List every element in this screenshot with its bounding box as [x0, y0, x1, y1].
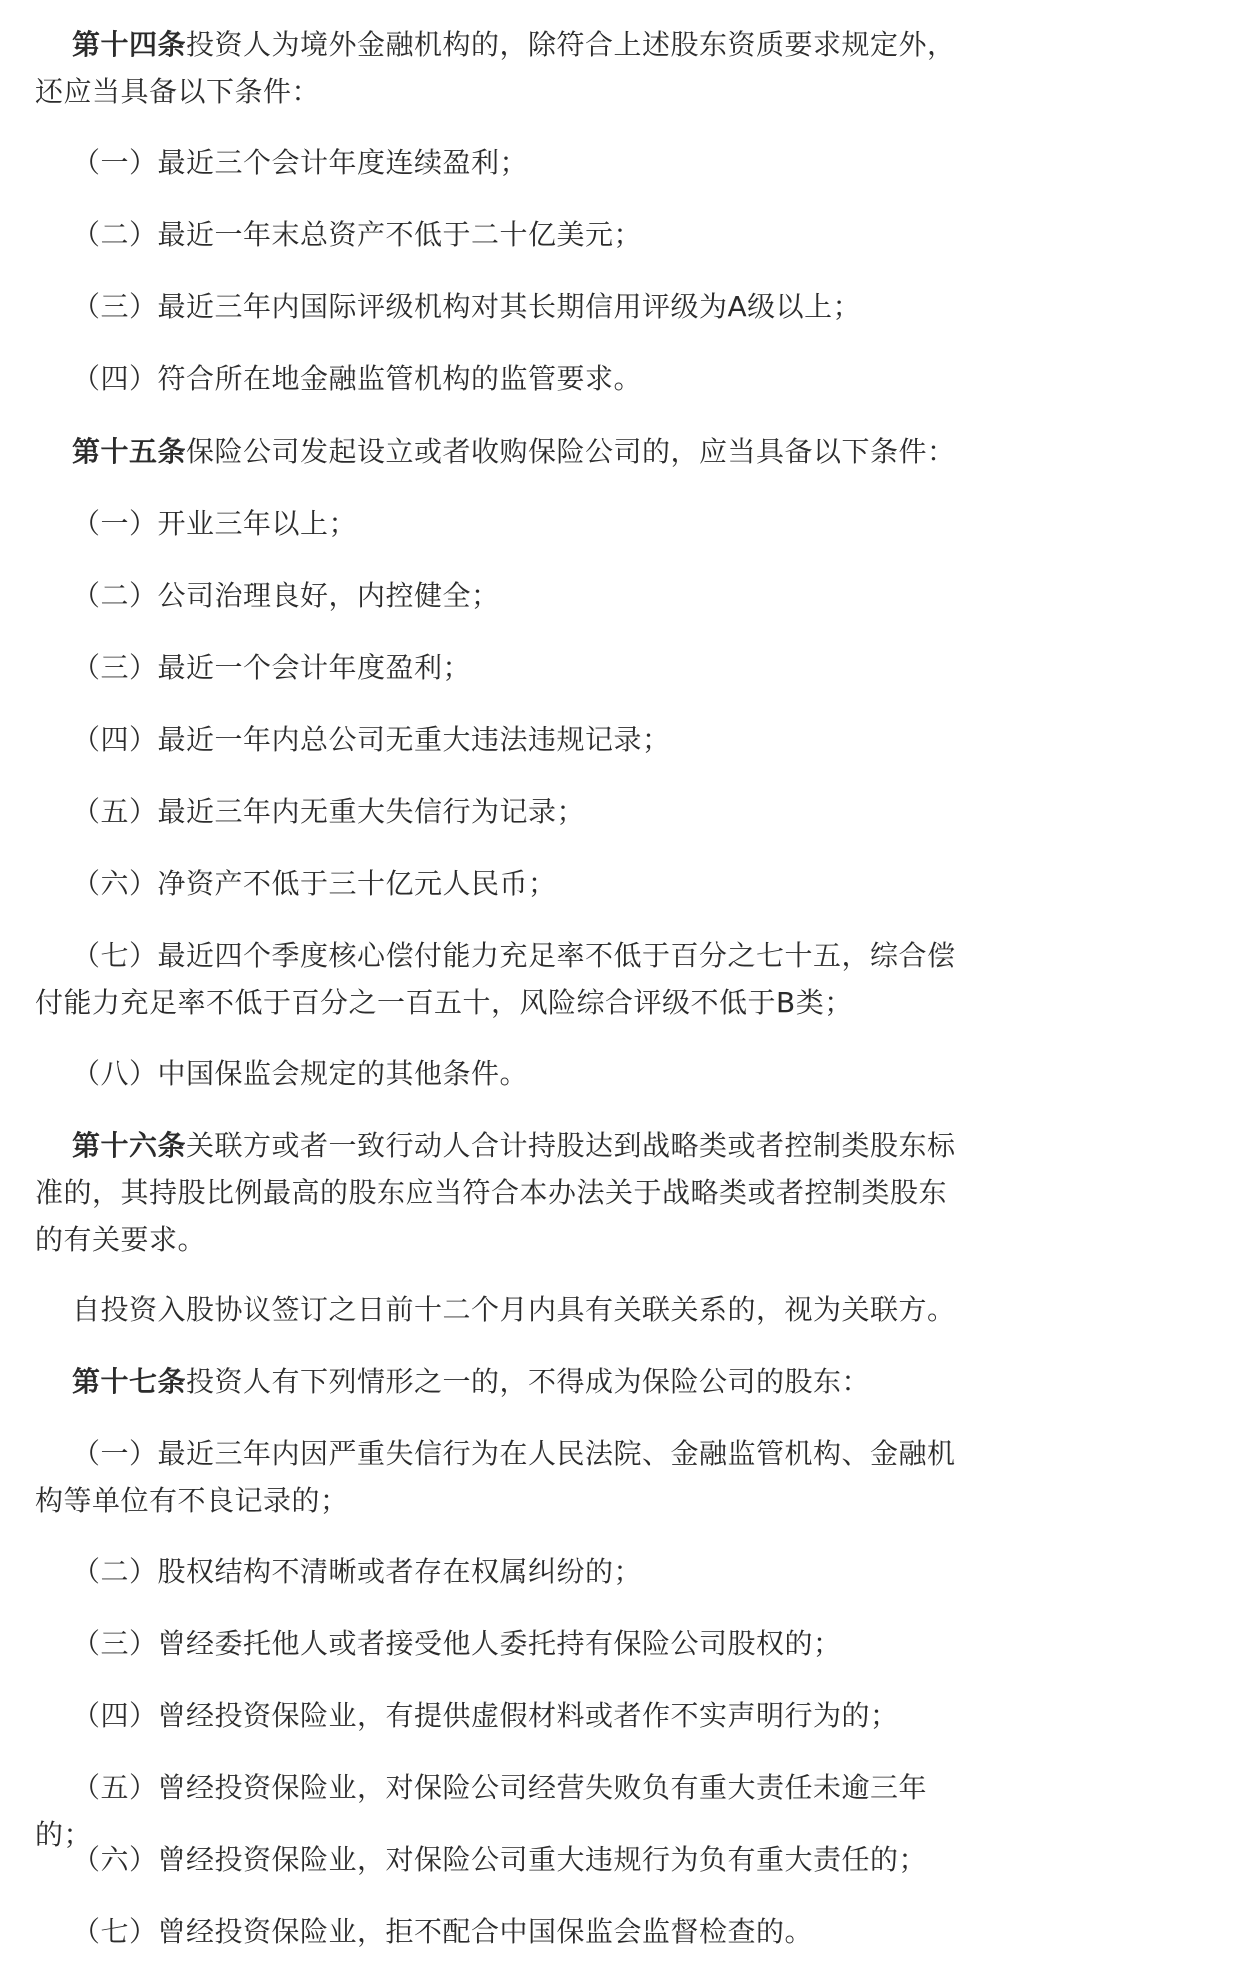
article-14-paragraph [35, 21, 975, 115]
article-15-item-6: （六）净资产不低于三十亿元人民币； [72, 867, 557, 900]
article-16-title: 第十六条 [72, 1129, 187, 1162]
article-14-title: 第十四条 [72, 28, 187, 61]
article-15-item-8: （八）中国保监会规定的其他条件。 [72, 1057, 529, 1090]
article-14-item-3: （三）最近三年内国际评级机构对其长期信用评级为A级以上； [72, 290, 862, 323]
article-15-item-2: （二）公司治理良好，内控健全； [72, 579, 500, 612]
article-15-item-7: （七）最近四个季度核心偿付能力充足率不低于百分之七十五，综合偿付能力充足率不低于百分之一百五十，风险综合评级不低于B类； [35, 939, 956, 1019]
article-15-item-1: （一）开业三年以上； [72, 507, 358, 540]
article-17-paragraph [35, 1358, 975, 1405]
article-15-item-3: （三）最近一个会计年度盈利； [72, 651, 472, 684]
article-15-item-5: （五）最近三年内无重大失信行为记录； [72, 795, 586, 828]
article-14-item-2: （二）最近一年末总资产不低于二十亿美元； [72, 218, 643, 251]
article-14-item-4: （四）符合所在地金融监管机构的监管要求。 [72, 362, 643, 395]
article-17-item-7: （七）曾经投资保险业，拒不配合中国保监会监督检查的。 [72, 1915, 814, 1948]
article-14-item-1: （一）最近三个会计年度连续盈利； [72, 146, 529, 179]
article-15-item-4: （四）最近一年内总公司无重大违法违规记录； [72, 723, 671, 756]
article-17-item-4: （四）曾经投资保险业，有提供虚假材料或者作不实声明行为的； [72, 1699, 899, 1732]
article-15-title: 第十五条 [72, 435, 187, 468]
article-17-text: 投资人有下列情形之一的，不得成为保险公司的股东： [186, 1365, 871, 1398]
article-15-paragraph [35, 428, 975, 475]
article-16-text: 关联方或者一致行动人合计持股达到战略类或者控制类股东标准的，其持股比例最高的股东应当符合本办法关于战略类或者控制类股东的有关要求。 [35, 1129, 956, 1256]
article-17-item-5: （五）曾经投资保险业，对保险公司经营失败负有重大责任未逾三年的； [35, 1771, 928, 1851]
article-16-extra: 自投资入股协议签订之日前十二个月内具有关联关系的，视为关联方。 [72, 1293, 956, 1326]
article-17-item-1: （一）最近三年内因严重失信行为在人民法院、金融监管机构、金融机构等单位有不良记录的； [35, 1437, 956, 1517]
article-16-paragraph [35, 1122, 975, 1263]
article-15-text: 保险公司发起设立或者收购保险公司的，应当具备以下条件： [186, 435, 956, 468]
article-17-item-2: （二）股权结构不清晰或者存在权属纠纷的； [72, 1555, 643, 1588]
article-17-item-3: （三）曾经委托他人或者接受他人委托持有保险公司股权的； [72, 1627, 842, 1660]
article-17-item-6: （六）曾经投资保险业，对保险公司重大违规行为负有重大责任的； [72, 1843, 928, 1876]
article-14-text: 投资人为境外金融机构的，除符合上述股东资质要求规定外，还应当具备以下条件： [35, 28, 956, 108]
article-17-title: 第十七条 [72, 1365, 187, 1398]
